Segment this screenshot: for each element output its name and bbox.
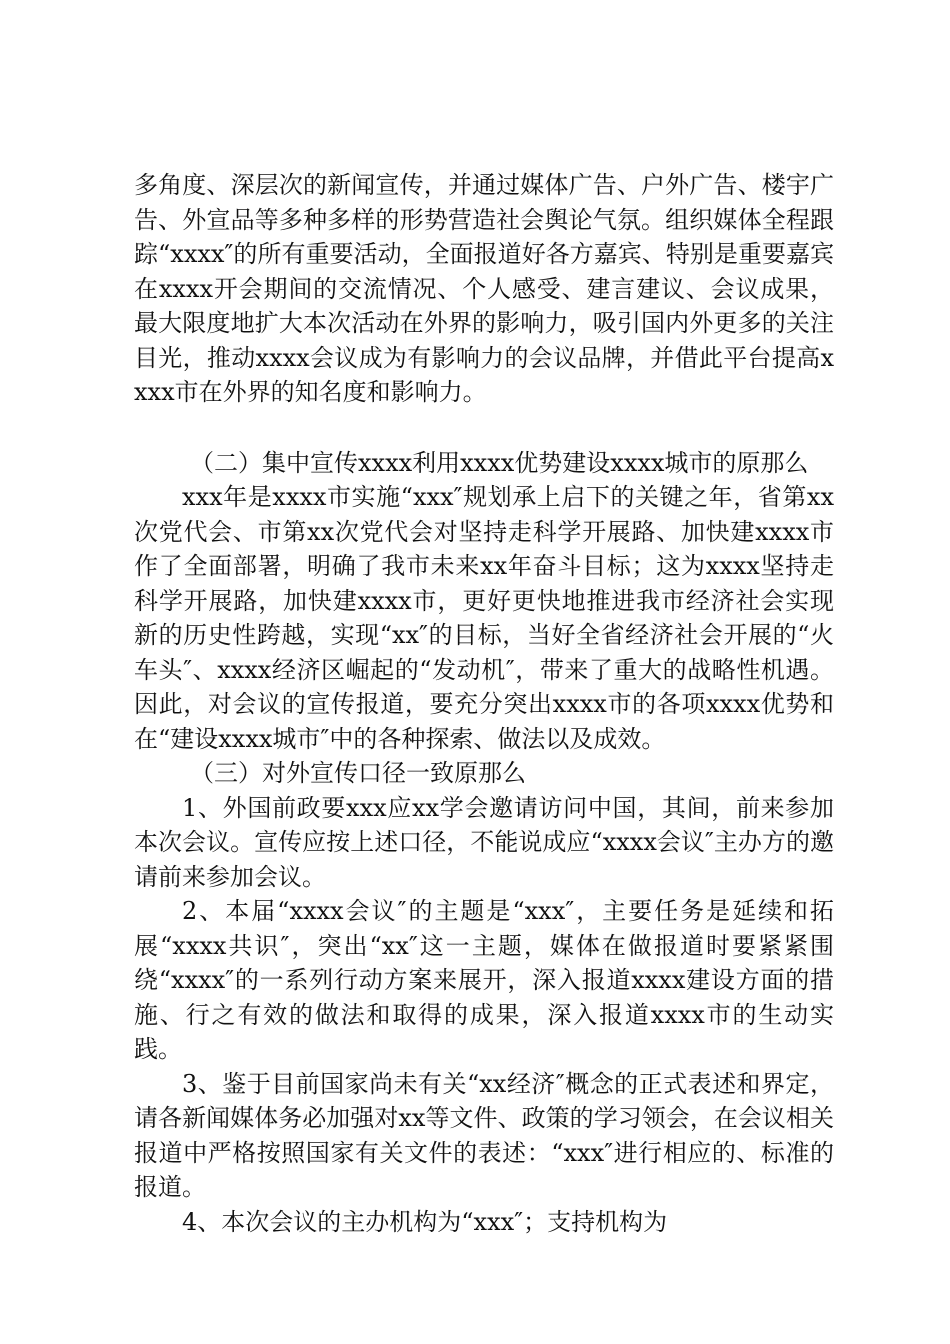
- list-item-3: 3、鉴于目前国家尚未有关“xx经济″概念的正式表述和界定，请各新闻媒体务必加强对xx等文件、政策的学习领会，在会议相关报道中严格按照国家有关文件的表述：“xxx″进行相应的、标准的报道。: [134, 1069, 834, 1201]
- paragraph-continuation: 多角度、深层次的新闻宣传，并通过媒体广告、户外广告、楼宇广告、外宣品等多种多样的形势营造社会舆论气氛。组织媒体全程跟踪“xxxx″的所有重要活动，全面报道好各方嘉宾、特别是重要嘉宾在xxxx开会期间的交流情况、个人感受、建言建议、会议成果，最大限度地扩大本次活动在外界的影响力，吸引国内外更多的关注目光，推动xxxx会议成为有影响力的会议品牌，并借此平台提高xxxx市在外界的知名度和影响力。: [134, 171, 834, 406]
- list-item-1: 1、外国前政要xxx应xx学会邀请访问中国，其间，前来参加本次会议。宣传应按上述口径，不能说成应“xxxx会议″主办方的邀请前来参加会议。: [134, 793, 834, 891]
- section-heading-3: （三）对外宣传口径一致原那么: [190, 759, 526, 787]
- section-heading-2: （二）集中宣传xxxx利用xxxx优势建设xxxx城市的原那么: [190, 448, 809, 477]
- paragraph-gap: [134, 410, 834, 446]
- document-page: [134, 168, 834, 1239]
- list-item-2: 2、本届“xxxx会议″的主题是“xxx″，主要任务是延续和拓展“xxxx共识″，突出“xx″这一主题，媒体在做报道时要紧紧围绕“xxxx″的一系列行动方案来展开，深入报道xxxx建设方面的措施、行之有效的做法和取得的成果，深入报道xxxx市的生动实践。: [134, 897, 834, 1063]
- paragraph-section-2-body: xxx年是xxxx市实施“xxx″规划承上启下的关键之年，省第xx次党代会、市第xx次党代会对坚持走科学开展路、加快建xxxx市作了全面部署，明确了我市未来xx年奋斗目标；这为xxxx坚持走科学开展路，加快建xxxx市，更好更快地推进我市经济社会实现新的历史性跨越，实现“xx″的目标，当好全省经济社会开展的“火车头″、xxxx经济区崛起的“发动机″，带来了重大的战略性机遇。因此，对会议的宣传报道，要充分突出xxxx市的各项xxxx优势和在“建设xxxx城市″中的各种探索、做法以及成效。: [134, 483, 834, 753]
- list-item-4: 4、本次会议的主办机构为“xxx″；支持机构为: [182, 1207, 668, 1236]
